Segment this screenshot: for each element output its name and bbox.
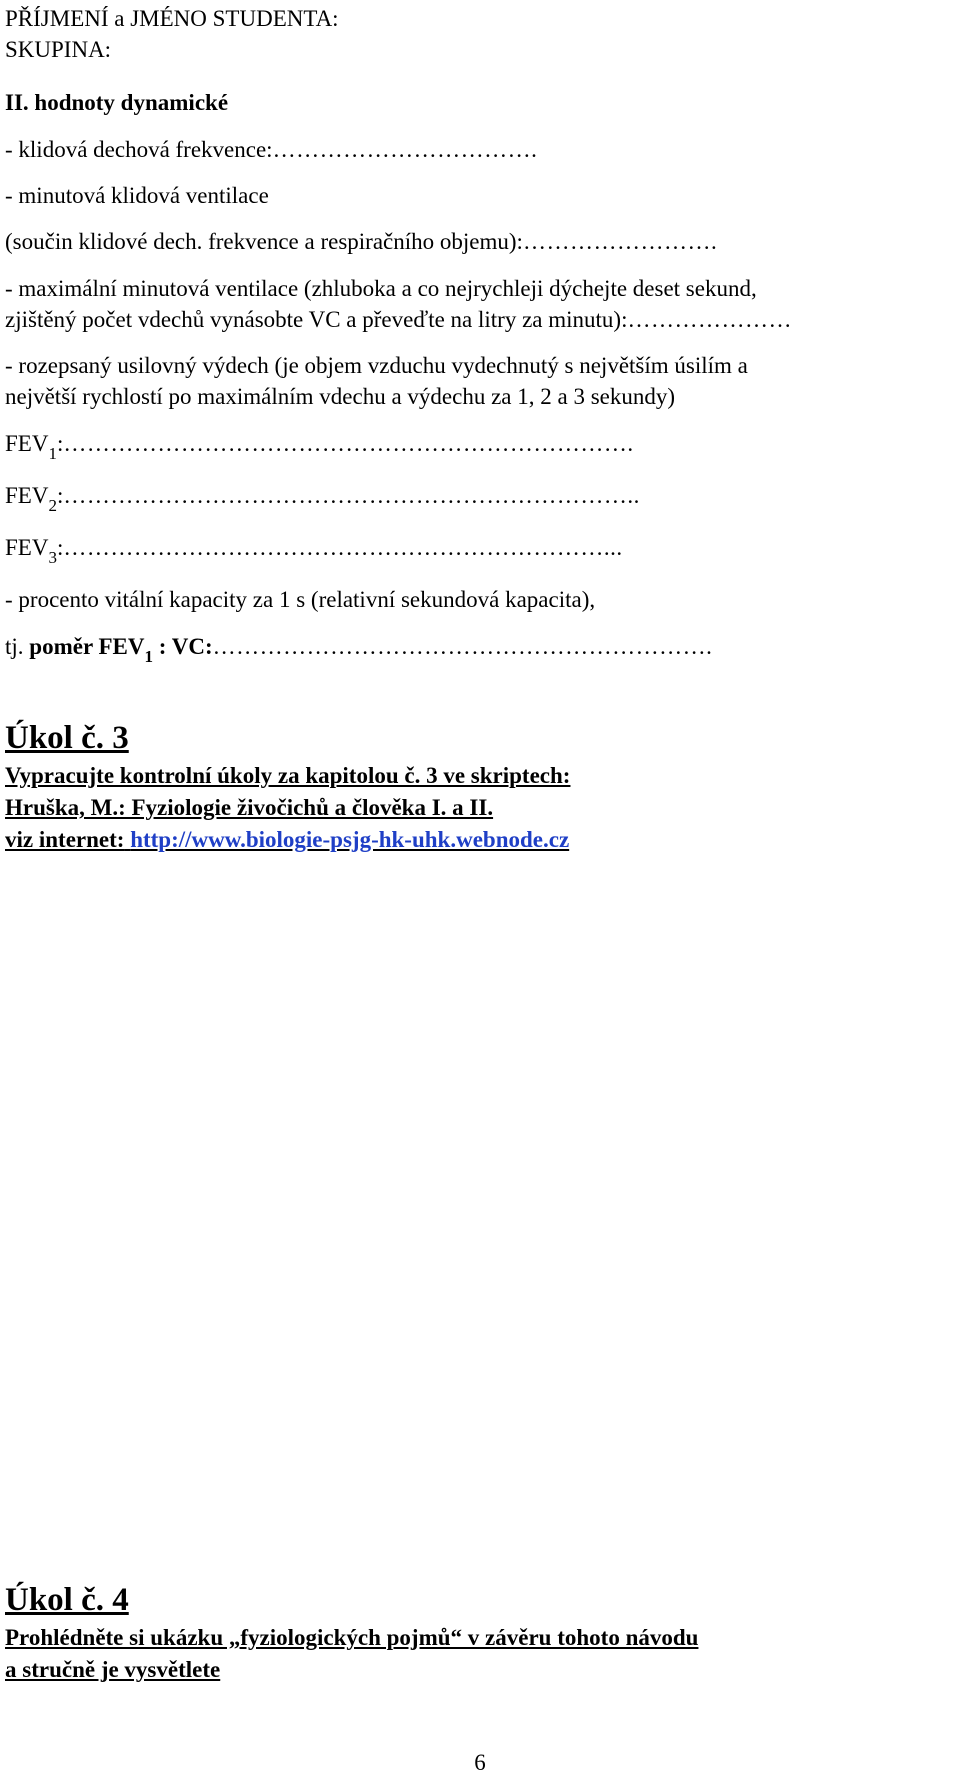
group-label: SKUPINA:: [5, 37, 112, 62]
fev2-dots: ………………………………………………………………..: [63, 483, 640, 508]
task3-line-3: [5, 826, 569, 854]
minute-vent-label: - minutová klidová ventilace: [5, 183, 269, 208]
fev1-subscript: 1: [48, 444, 57, 463]
fev2-colon: :: [56, 483, 64, 508]
fev2-subscript: 2: [48, 496, 57, 515]
resting-rate-label: - klidová dechová frekvence:: [5, 137, 273, 162]
fev1-label: FEV: [5, 431, 49, 456]
fev2-line: [5, 482, 640, 515]
max-vent-line-2: [5, 306, 792, 334]
task3-website-link[interactable]: http://www.biologie-psjg-hk-uhk.webnode.cz: [130, 827, 570, 852]
fev3-subscript: 3: [48, 548, 57, 567]
percent-line-2: [5, 633, 713, 666]
fev1-line: [5, 430, 634, 463]
fev3-dots: ……………………………………………………………...: [63, 535, 623, 560]
forced-line-1: - rozepsaný usilovný výdech (je objem vzduchu vydechnutý s největším úsilím a: [5, 353, 748, 378]
page-number: 6: [474, 1750, 486, 1775]
task3-link-prefix: viz internet:: [5, 827, 125, 852]
percent-line-1: - procento vitální kapacity za 1 s (relativní sekundová kapacita),: [5, 587, 596, 612]
forced-line-2: největší rychlostí po maximálním vdechu a výdechu za 1, 2 a 3 sekundy): [5, 384, 676, 409]
task4-heading: Úkol č. 4: [5, 1582, 129, 1618]
minute-vent-desc: (součin klidové dech. frekvence a respiračního objemu):: [5, 229, 523, 254]
percent-ratio-subscript: 1: [144, 647, 153, 666]
fev3-colon: :: [56, 535, 64, 560]
max-vent-text-2: zjištěný počet vdechů vynásobte VC a převeďte na litry za minutu):: [5, 307, 628, 332]
student-name-label: PŘÍJMENÍ a JMÉNO STUDENTA:: [5, 6, 339, 31]
task3-line-1: Vypracujte kontrolní úkoly za kapitolou č. 3 ve skriptech:: [5, 763, 571, 788]
percent-prefix: tj.: [5, 634, 24, 659]
task3-line-2: Hruška, M.: Fyziologie živočichů a člověka I. a II.: [5, 795, 494, 820]
percent-dots: ……………………………………………………….: [212, 634, 713, 659]
resting-rate-dots: …………………………….: [272, 137, 538, 162]
percent-ratio-label: poměr FEV: [29, 634, 145, 659]
fev3-line: [5, 534, 623, 567]
resting-rate-line: [5, 136, 537, 164]
minute-vent-dots: …………………….: [522, 229, 718, 254]
max-vent-dots: …………………: [627, 307, 792, 332]
percent-ratio-vc: : VC:: [158, 634, 213, 659]
minute-vent-desc-line: [5, 228, 717, 256]
fev1-dots: ……………………………………………………………….: [63, 431, 634, 456]
task4-line-2: a stručně je vysvětlete: [5, 1657, 221, 1682]
fev2-label: FEV: [5, 483, 49, 508]
task4-line-1: Prohlédněte si ukázku „fyziologických pojmů“ v závěru tohoto návodu: [5, 1625, 699, 1650]
fev1-colon: :: [56, 431, 64, 456]
max-vent-line-1: - maximální minutová ventilace (zhluboka a co nejrychleji dýchejte deset sekund,: [5, 276, 757, 301]
section-title: II. hodnoty dynamické: [5, 90, 229, 115]
task3-heading: Úkol č. 3: [5, 720, 129, 756]
fev3-label: FEV: [5, 535, 49, 560]
